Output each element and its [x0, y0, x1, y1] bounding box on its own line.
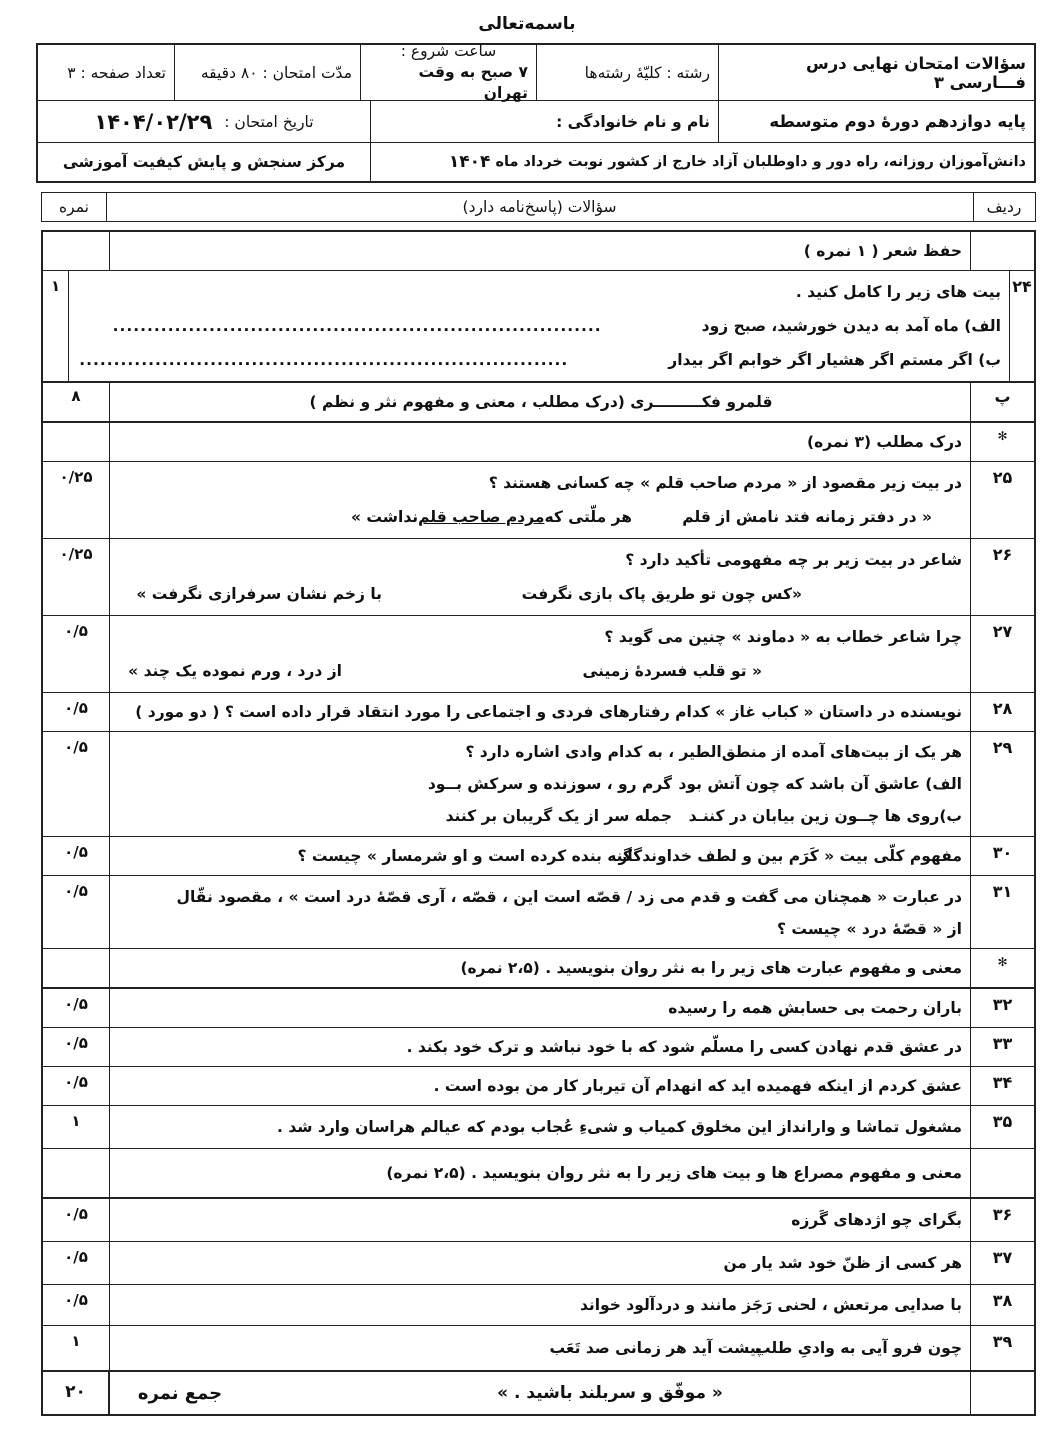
section-title: درک مطلب (۳ نمره) — [806, 433, 962, 451]
section-meaning-prose — [43, 949, 1034, 989]
question-26 — [43, 539, 1034, 616]
score-cell — [43, 232, 109, 270]
page-title: باسمه‌تعالی — [478, 14, 576, 34]
score-cell — [43, 423, 109, 461]
students-text: دانش‌آموزان روزانه، راه دور و داوطلبان آزاد خارج از کشور نوبت خرداد ماه — [495, 154, 1026, 170]
question-33 — [43, 1028, 1034, 1067]
verse-b-text: ب) اگر مستم اگر هشیار اگر خوابم اگر بیدار — [668, 351, 1001, 369]
score-cell — [43, 1149, 109, 1197]
section-comprehension — [43, 423, 1034, 462]
score-cell: ۰/۵ — [64, 622, 88, 640]
section-title: حفظ شعر ( ۱ نمره ) — [803, 242, 962, 260]
question-24 — [43, 271, 1034, 383]
row-number: ۲۶ — [970, 539, 1034, 615]
row-number: ۲۷ — [970, 616, 1034, 692]
bullet-icon: ✻ — [970, 423, 1034, 461]
question-text: بگرای چو اژدهای گَرزه — [791, 1211, 962, 1229]
row-number: پ — [970, 383, 1034, 421]
hemistich-1: الف) عاشق آن باشد که چون آتش بود — [678, 775, 962, 793]
question-32 — [43, 989, 1034, 1028]
row-number: ۲۸ — [970, 693, 1034, 731]
column-row-header: ردیف — [972, 192, 1036, 222]
score-cell: ۰/۵ — [64, 1291, 88, 1309]
exam-title: سؤالات امتحان نهایی درس فـــارسی ۳ — [718, 45, 1034, 100]
verse-a — [120, 768, 962, 800]
hemistich-2: از درد ، ورم نموده یک چند » — [128, 662, 342, 680]
score-cell: ۱ — [71, 1332, 81, 1350]
score-cell: ۱ — [71, 1112, 81, 1130]
verse-a-text: الف) ماه آمد به دیدن خورشید، صبح زود — [701, 317, 1001, 335]
hemistich-2: با زخم نشان سرفرازی نگرفت » — [136, 585, 382, 603]
assessment-center: مرکز سنجش و پایش کیفیت آموزشی — [62, 153, 346, 171]
question-prompt: شاعر در بیت زیر بر چه مفهومی تأکید دارد ؟ — [625, 551, 962, 569]
duration: مدّت امتحان : ۸۰ دقیقه — [174, 45, 360, 100]
hemistich-1: ب)روی ها چــون زین بیابان در کننـد — [688, 807, 962, 825]
header-row-3 — [38, 143, 1034, 181]
header-row-2 — [38, 101, 1034, 143]
question-37 — [43, 1242, 1034, 1285]
question-30 — [43, 837, 1034, 876]
verse-b — [79, 343, 1001, 377]
hemistich-2: جمله سر از یک گریبان بر کنند — [445, 807, 672, 825]
row-number: ۳۵ — [970, 1106, 1034, 1148]
question-prompt: نویسنده در داستان « کباب غاز » کدام رفتارهای فردی و اجتماعی را مورد انتقاد قرار داده است ؟ ( دو مورد ) — [135, 703, 962, 721]
question-text: باران رحمت بی حسابش همه را رسیده — [668, 999, 962, 1017]
field-label: رشته : کلیّهٔ رشته‌ها — [536, 45, 718, 100]
hemistich-2 — [351, 508, 632, 526]
prompt-part-1: مفهوم کلّی بیت « کَرَم بین و لطف خداوندگار — [618, 847, 962, 865]
exam-date — [38, 101, 370, 142]
hemistich-2: پیشت آید هر زمانی صد تَعَب — [549, 1339, 762, 1357]
row-number — [970, 1372, 1034, 1414]
answer-blank[interactable]: ....................................................................... — [112, 317, 602, 335]
score-cell: ۰/۵ — [64, 738, 88, 756]
score-cell: ۰/۲۵ — [59, 468, 93, 486]
bullet-icon: ✻ — [970, 949, 1034, 987]
row-number: ۲۹ — [970, 732, 1034, 836]
row-number: ۳۸ — [970, 1285, 1034, 1325]
verse — [120, 577, 962, 611]
row-number: ۳۷ — [970, 1242, 1034, 1284]
row-number: ۲۵ — [970, 462, 1034, 538]
hemistich-1: « در دفتر زمانه فتد نامش از قلم — [682, 508, 932, 526]
footer-row — [43, 1372, 1034, 1414]
column-headers — [41, 192, 1036, 222]
start-time — [360, 42, 536, 102]
section-title: معنی و مفهوم عبارت های زیر را به نثر روان بنویسید . (۲،۵ نمره) — [460, 959, 962, 977]
question-38 — [43, 1285, 1034, 1326]
hemistich-2-a: هر ملّتی که — [544, 508, 632, 526]
hemistich-1: « تو قلب فسردهٔ زمینی — [582, 662, 762, 680]
score-cell: ۰/۵ — [64, 1034, 88, 1052]
row-number: ۳۹ — [970, 1326, 1034, 1370]
question-verse — [120, 1330, 962, 1366]
question-prompt: بیت های زیر را کامل کنید . — [795, 283, 1001, 301]
section-title: معنی و مفهوم مصراع ها و بیت های زیر را به نثر روان بنویسید . (۲،۵ نمره) — [386, 1164, 962, 1182]
score-cell: ۸ — [71, 387, 81, 405]
row-number: ۳۶ — [970, 1199, 1034, 1241]
score-cell: ۰/۵ — [64, 699, 88, 717]
question-prompt — [120, 841, 962, 871]
question-31 — [43, 876, 1034, 949]
row-number: ۲۴ — [1009, 271, 1034, 381]
students-label — [370, 143, 1034, 181]
row-number: ۳۱ — [970, 876, 1034, 948]
total-score: ۲۰ — [43, 1372, 109, 1414]
grade-label: پایه دوازدهم دورهٔ دوم متوسطه — [718, 101, 1034, 142]
column-score-header: نمره — [41, 192, 107, 222]
section-memorize — [43, 232, 1034, 271]
question-text: عشق کردم از اینکه فهمیده اید که انهدام آن تیربار کار من بوده است . — [433, 1077, 962, 1095]
question-text: با صدایی مرتعش ، لحنی رَجَز مانند و دردآلود خواند — [579, 1296, 962, 1314]
exam-header — [36, 43, 1036, 183]
header-row-1 — [38, 42, 1034, 102]
question-text: در عشق قدم نهادن کسی را مسلّم شود که با خود نباشد و ترک خود بکند . — [406, 1038, 962, 1056]
row-number: ۳۲ — [970, 989, 1034, 1027]
score-cell: ۰/۲۵ — [59, 545, 93, 563]
question-35 — [43, 1106, 1034, 1149]
question-text: هر کسی از ظنّ خود شد یار من — [723, 1254, 962, 1272]
row-number — [970, 1149, 1034, 1197]
start-label: ساعت شروع : — [400, 42, 497, 61]
section-thought — [43, 383, 1034, 423]
question-27 — [43, 616, 1034, 693]
question-line-1: در عبارت « همچنان می گفت و قدم می زد / قصّه است این ، قصّه ، آری قصّهٔ درد است » ، مقصود نقّال — [176, 888, 962, 906]
score-cell: ۰/۵ — [64, 1073, 88, 1091]
verse-b — [120, 800, 962, 832]
question-prompt: در بیت زیر مقصود از « مردم صاحب قلم » چه کسانی هستند ؟ — [488, 474, 962, 492]
column-questions-header: سؤالات (پاسخ‌نامه دارد) — [106, 192, 974, 222]
question-25 — [43, 462, 1034, 539]
name-field: نام و نام خانوادگی : — [370, 101, 718, 142]
score-cell — [43, 949, 109, 987]
date-label: تاریخ امتحان : — [224, 112, 314, 131]
question-34 — [43, 1067, 1034, 1106]
score-cell: ۰/۵ — [64, 995, 88, 1013]
prompt-part-2: گنه بنده کرده است و او شرمسار » چیست ؟ — [297, 847, 632, 865]
score-cell: ۰/۵ — [64, 1248, 88, 1266]
question-36 — [43, 1199, 1034, 1242]
score-cell: ۰/۵ — [64, 1205, 88, 1223]
score-cell: ۰/۵ — [64, 882, 88, 900]
row-number: ۳۳ — [970, 1028, 1034, 1066]
row-number: ۳۰ — [970, 837, 1034, 875]
question-text: مشغول تماشا و وارانداز این مخلوق کمیاب و شیءِ عُجاب بودم که عیالم هراسان وارد شد . — [277, 1118, 962, 1136]
exam-year: ۱۴۰۴ — [448, 152, 491, 172]
question-prompt: چرا شاعر خطاب به « دماوند » چنین می گوید ؟ — [604, 628, 962, 646]
question-prompt: هر یک از بیت‌های آمده از منطق‌الطیر ، به کدام وادی اشاره دارد ؟ — [465, 743, 962, 761]
question-line-2: از « قصّهٔ درد » چیست ؟ — [777, 920, 962, 938]
section-meaning-verse — [43, 1149, 1034, 1199]
questions-table — [41, 230, 1036, 1416]
section-title: قلمرو فکـــــــــری (درک مطلب ، معنی و مفهوم نثر و نظم ) — [309, 393, 773, 411]
hemistich-2: گرم رو ، سوزنده و سرکش بــود — [427, 775, 672, 793]
total-label: جمع نمره — [137, 1382, 223, 1404]
date-value: ۱۴۰۴/۰۲/۲۹ — [94, 109, 213, 134]
question-39 — [43, 1326, 1034, 1372]
hemistich-1: چون فرو آیی به وادیِ طلب — [754, 1339, 962, 1357]
verse — [120, 654, 962, 688]
question-29 — [43, 732, 1034, 837]
score-cell: ۰/۵ — [64, 843, 88, 861]
underlined-phrase: مردم صاحب قلم — [418, 508, 545, 526]
page-count: تعداد صفحه : ۳ — [67, 63, 166, 82]
hemistich-2-b: نداشت » — [350, 508, 419, 526]
closing-wish: « موفّق و سربلند باشید . » — [497, 1383, 723, 1403]
verse — [120, 500, 962, 534]
question-28 — [43, 693, 1034, 732]
hemistich-1: «کس چون تو طریق پاک بازی نگرفت — [521, 585, 802, 603]
start-value: ۷ صبح به وقت تهران — [418, 63, 528, 102]
score-cell: ۱ — [51, 277, 61, 295]
row-number — [970, 232, 1034, 270]
row-number: ۳۴ — [970, 1067, 1034, 1105]
answer-blank[interactable]: ....................................................................... — [79, 351, 569, 369]
verse-a — [79, 309, 1001, 343]
